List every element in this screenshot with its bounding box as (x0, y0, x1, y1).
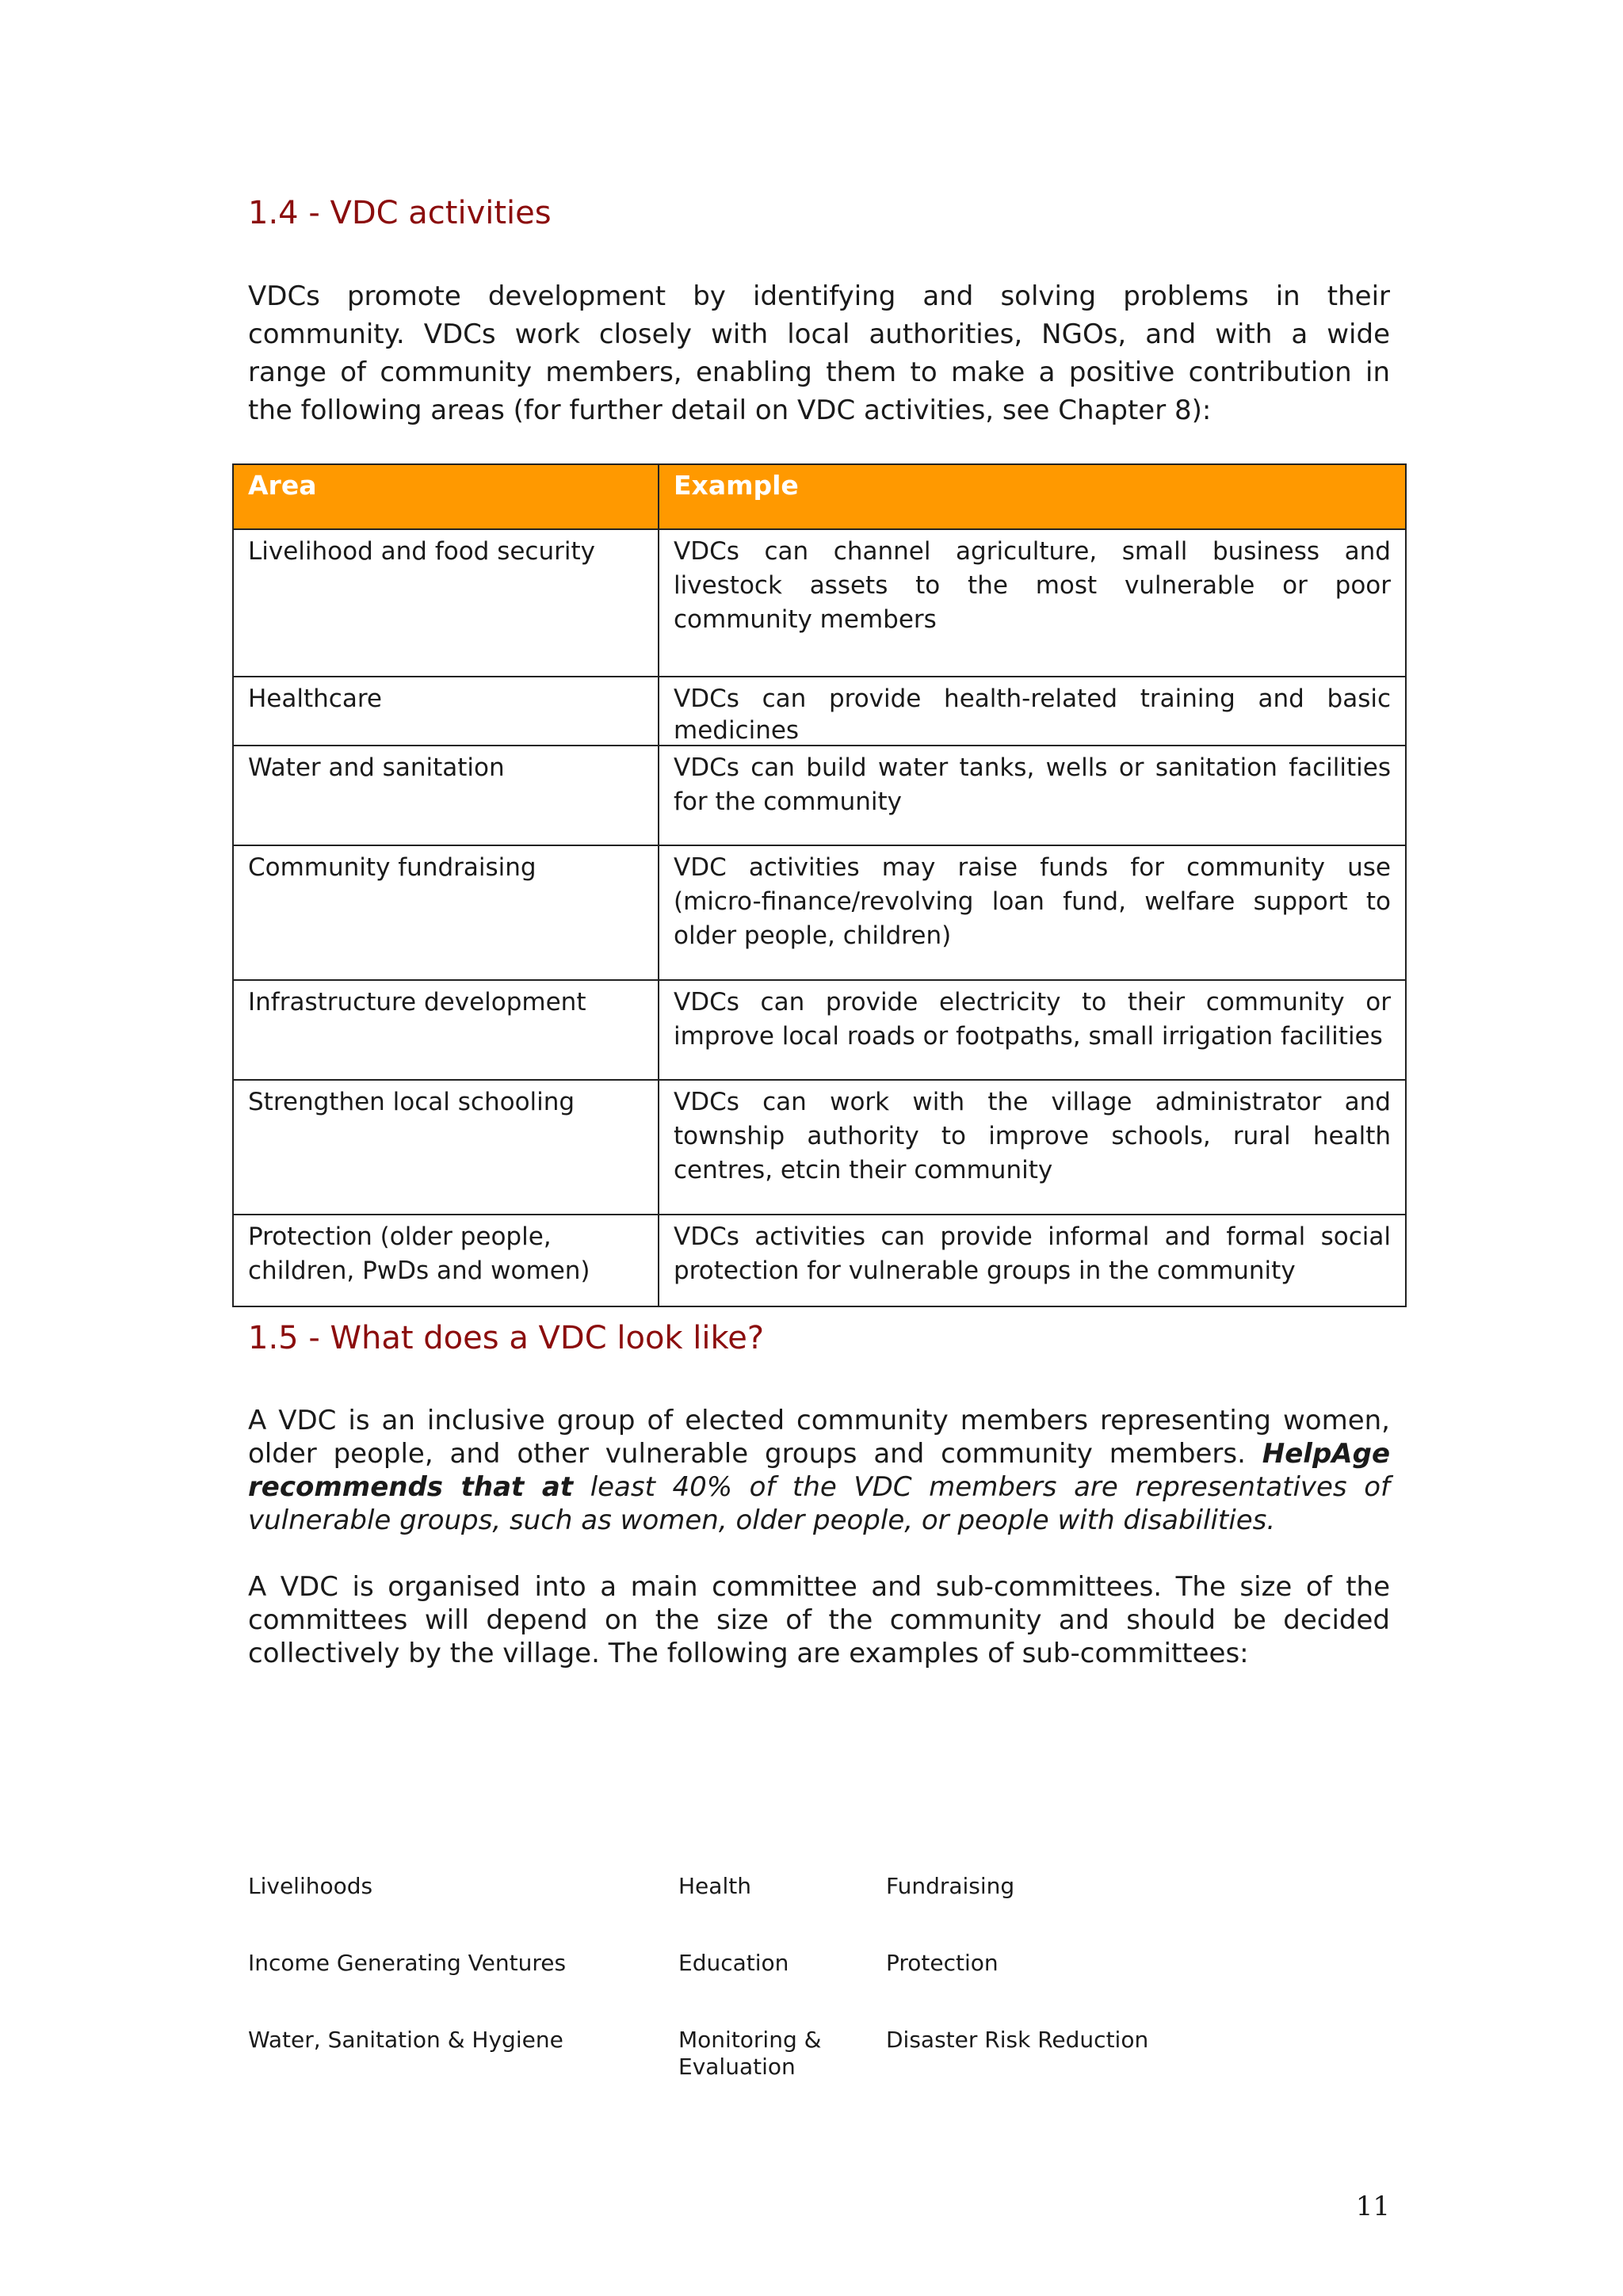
paragraph-line: VDCs promote development by identifying and solving problems in their (248, 280, 1390, 312)
area-text: Water and sanitation (248, 753, 505, 782)
paragraph-line: A VDC is organised into a main committee and sub-committees. The size of the (248, 1571, 1390, 1603)
paragraph-line: committees will depend on the size of the community and should be decided (248, 1604, 1390, 1636)
example-line: VDCs activities can provide informal and formal social (674, 1222, 1391, 1251)
area-cell (233, 845, 659, 980)
example-line: improve local roads or footpaths, small irrigation facilities (674, 1022, 1383, 1051)
sub-committee-education: Education (678, 1950, 789, 1976)
table-row (233, 677, 1406, 746)
area-cell (233, 746, 659, 845)
committee-paragraph (248, 1570, 1390, 1670)
example-cell (659, 980, 1406, 1080)
paragraph-line: the following areas (for further detail on VDC activities, see Chapter 8): (248, 395, 1212, 426)
example-line: centres, etcin their community (674, 1156, 1053, 1184)
example-line: VDCs can build water tanks, wells or sanitation facilities (674, 753, 1391, 782)
example-cell (659, 1080, 1406, 1215)
example-line: township authority to improve schools, rural health (674, 1122, 1391, 1150)
section-heading-vdc-activities: 1.4 - VDC activities (248, 195, 552, 231)
table-header-row (233, 464, 1406, 529)
area-text: Strengthen local schooling (248, 1088, 575, 1116)
area-text: children, PwDs and women) (248, 1257, 590, 1285)
table-row (233, 1215, 1406, 1306)
section-heading-vdc-look: 1.5 - What does a VDC look like? (248, 1320, 765, 1356)
example-cell (659, 529, 1406, 677)
example-cell (659, 845, 1406, 980)
paragraph-line: collectively by the village. The following are examples of sub-committees: (248, 1638, 1249, 1669)
table-row (233, 1080, 1406, 1215)
area-text: Infrastructure development (248, 988, 586, 1016)
area-text: Protection (older people, (248, 1222, 552, 1251)
sub-committee-monitoring (678, 2027, 821, 2081)
page-number: 11 (1355, 2191, 1390, 2222)
paragraph-line: A VDC is an inclusive group of elected community members representing women, (248, 1405, 1390, 1436)
sub-committee-livelihoods: Livelihoods (248, 1873, 373, 1899)
example-line: livestock assets to the most vulnerable or poor (674, 571, 1391, 600)
paragraph-emphasis: recommends that at (248, 1471, 574, 1503)
example-line: VDC activities may raise funds for community use (674, 853, 1391, 882)
area-cell (233, 529, 659, 677)
example-line: community members (674, 605, 937, 634)
table-row (233, 529, 1406, 677)
area-cell (233, 1215, 659, 1306)
sub-committee-drr: Disaster Risk Reduction (886, 2027, 1149, 2053)
sub-committee-fundraising: Fundraising (886, 1873, 1015, 1899)
example-line: protection for vulnerable groups in the community (674, 1257, 1296, 1285)
example-line: VDCs can channel agriculture, small business and (674, 537, 1391, 566)
header-area: Area (233, 464, 659, 529)
example-line: VDCs can provide electricity to their community or (674, 988, 1391, 1016)
example-line: (micro-finance/revolving loan fund, welfare support to (674, 887, 1391, 916)
sub-committee-wash: Water, Sanitation & Hygiene (248, 2027, 563, 2053)
example-line: VDCs can work with the village administrator and (674, 1088, 1391, 1116)
area-cell (233, 980, 659, 1080)
paragraph-line (248, 1437, 1390, 1470)
paragraph-text: older people, and other vulnerable groups and community members. (248, 1438, 1262, 1470)
sub-committee-protection: Protection (886, 1950, 999, 1976)
table-row (233, 980, 1406, 1080)
sub-committee-monitoring-line: Monitoring & (678, 2027, 822, 2053)
sub-committee-monitoring-line: Evaluation (678, 2054, 796, 2080)
area-text: Healthcare (248, 685, 382, 713)
paragraph-line (248, 1470, 1390, 1504)
sub-committee-health: Health (678, 1873, 751, 1899)
example-cell (659, 677, 1406, 746)
area-text: Livelihood and food security (248, 537, 595, 566)
example-line: VDCs can provide health-related training and basic (674, 685, 1391, 713)
paragraph-line: community. VDCs work closely with local authorities, NGOs, and with a wide (248, 318, 1390, 350)
table-row (233, 746, 1406, 845)
example-line: older people, children) (674, 921, 952, 950)
paragraph-italic: least 40% of the VDC members are representatives of (573, 1471, 1391, 1503)
area-cell (233, 677, 659, 746)
paragraph-line: vulnerable groups, such as women, older people, or people with disabilities. (248, 1505, 1276, 1536)
example-cell (659, 1215, 1406, 1306)
paragraph-emphasis: HelpAge (1262, 1438, 1390, 1470)
area-text: Community fundraising (248, 853, 537, 882)
vdc-description-paragraph (248, 1404, 1390, 1537)
vdc-activities-table (232, 463, 1407, 1307)
sub-committee-income: Income Generating Ventures (248, 1950, 567, 1976)
paragraph-line: range of community members, enabling them to make a positive contribution in (248, 357, 1390, 388)
example-line: for the community (674, 788, 903, 816)
example-cell (659, 746, 1406, 845)
area-cell (233, 1080, 659, 1215)
example-line: medicines (674, 716, 800, 745)
header-example: Example (659, 464, 1406, 529)
table-row (233, 845, 1406, 980)
intro-paragraph (248, 277, 1390, 429)
